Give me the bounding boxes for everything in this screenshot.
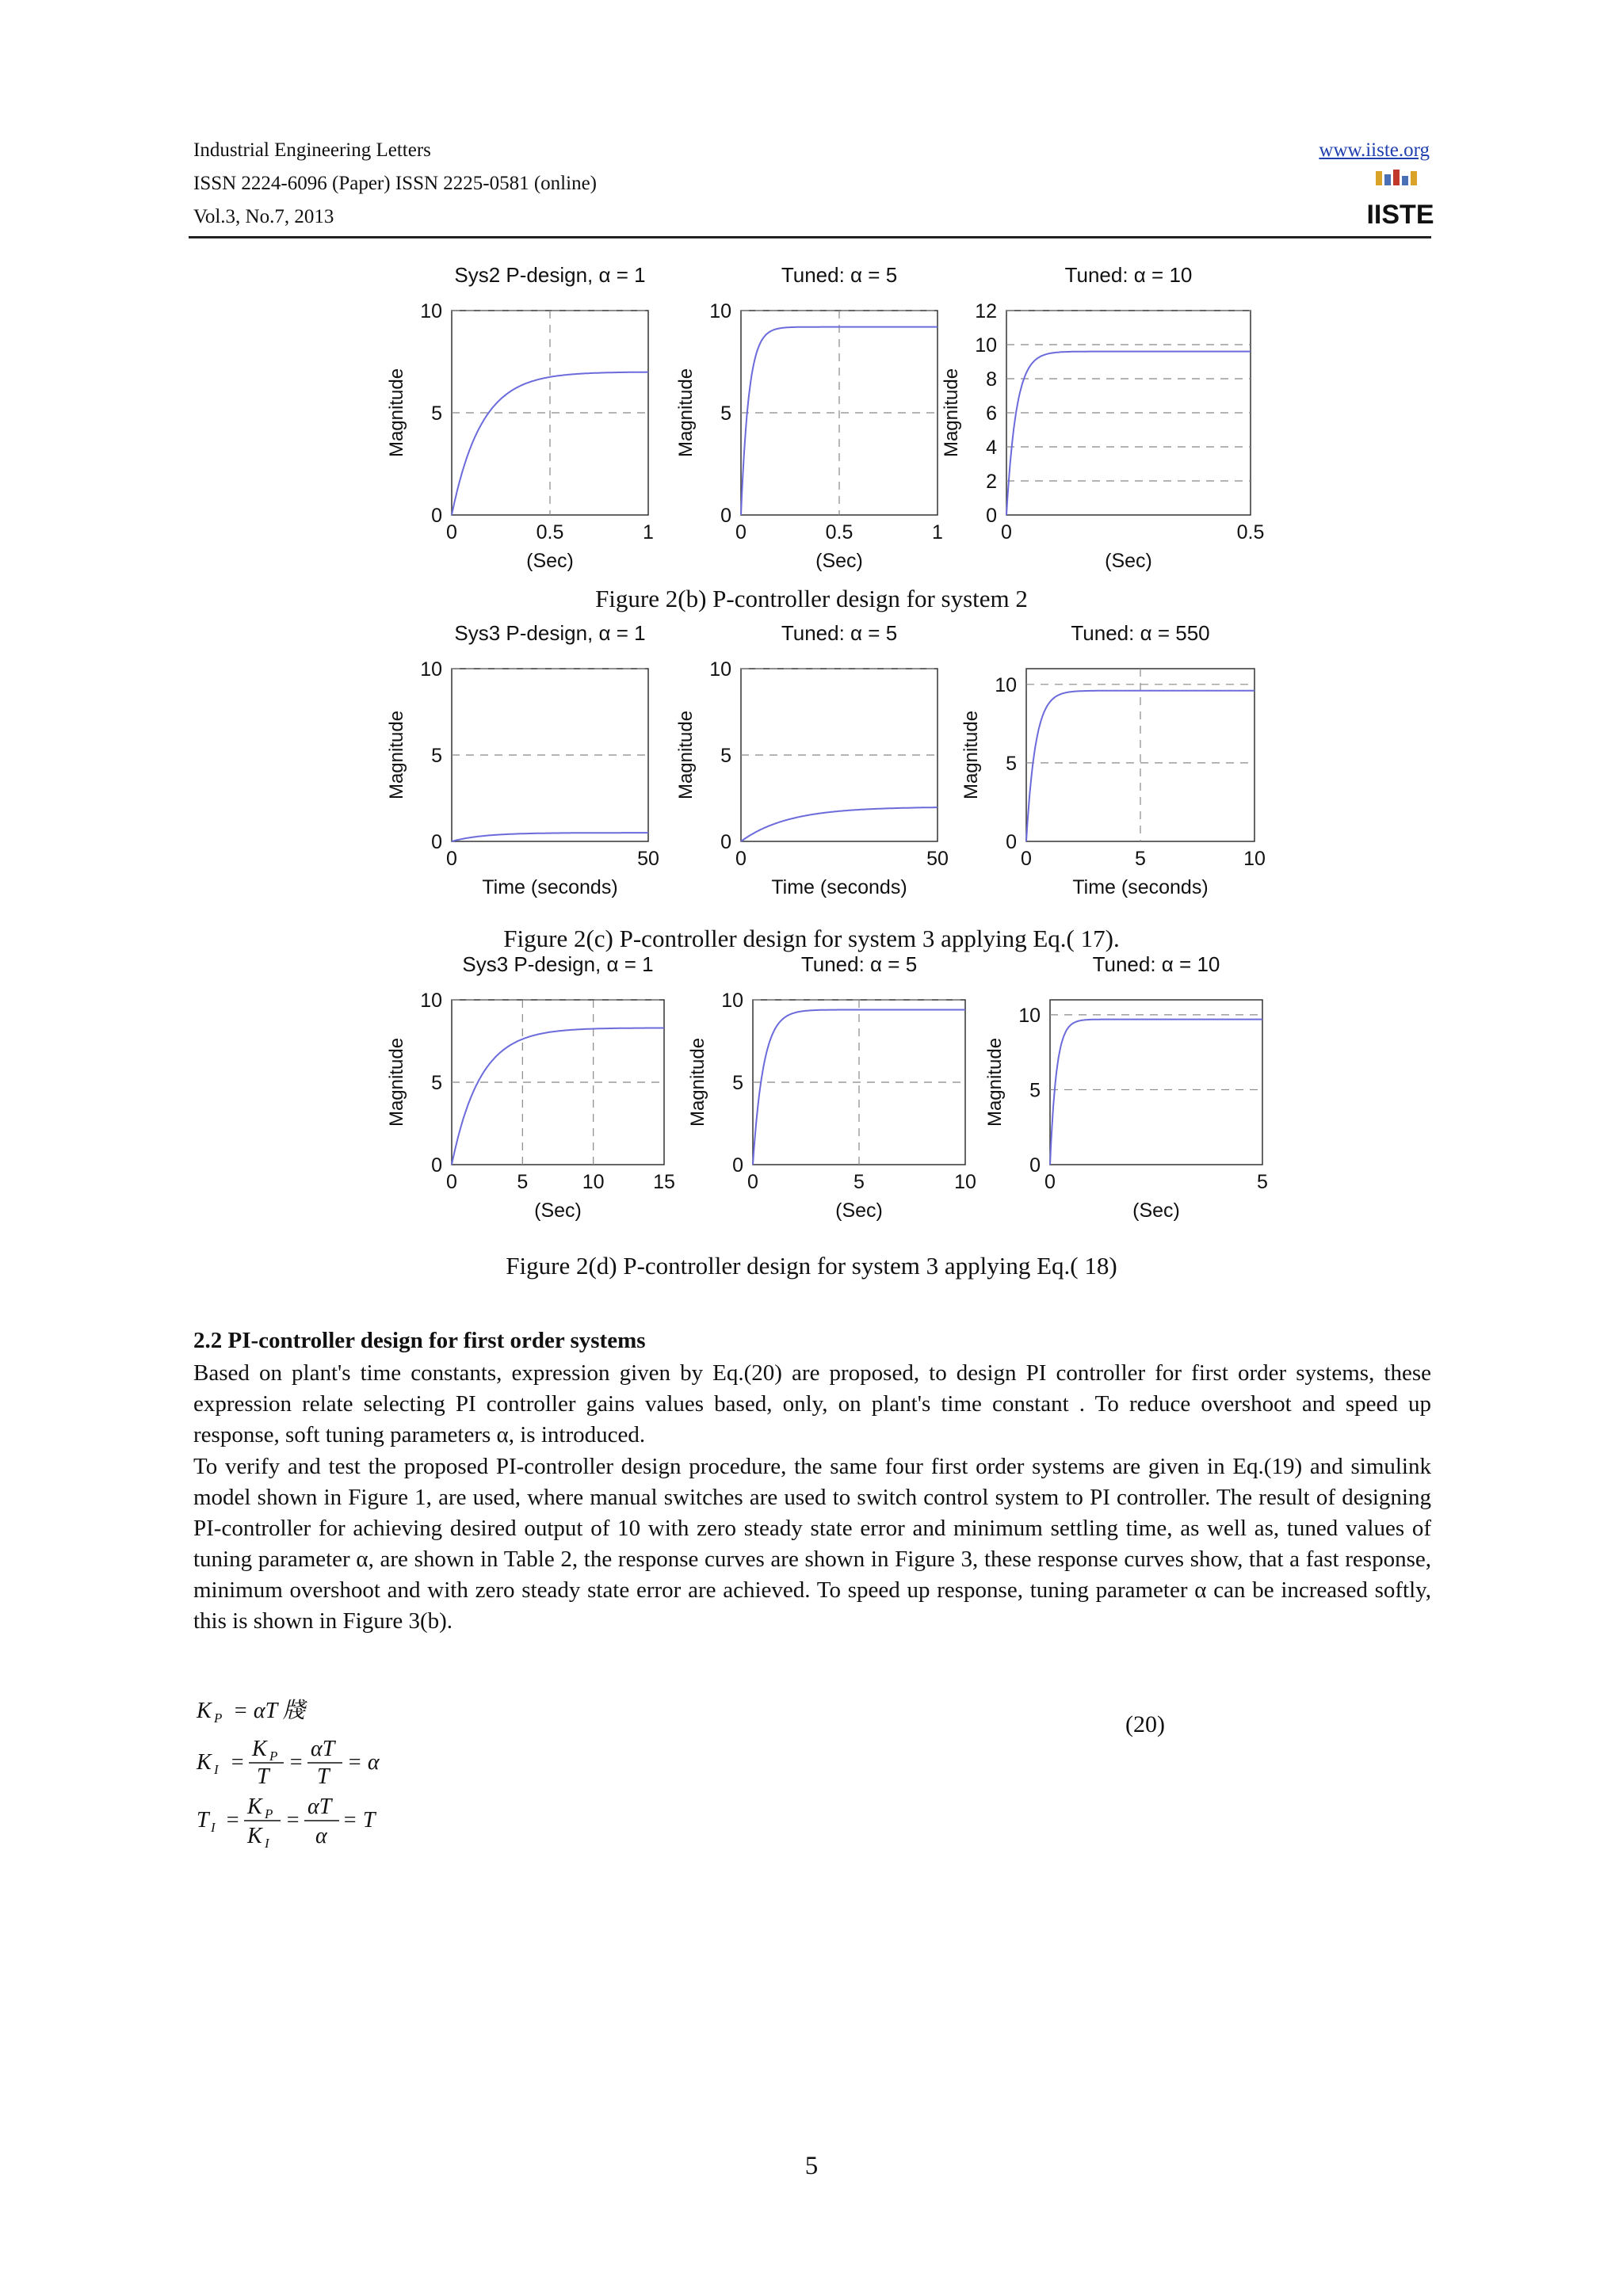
figure-2c-caption: Figure 2(c) P-controller design for system 3 applying Eq.( 17). [503,925,1120,952]
y-tick-label: 0 [720,505,731,527]
y-tick-label: 5 [732,1072,743,1094]
y-tick-label: 10 [420,658,442,681]
kp-sub: P [214,1711,223,1726]
y-tick-label: 10 [995,673,1017,696]
x-tick-label: 0 [747,1171,758,1193]
ki-den1: T [257,1764,269,1789]
paragraph-2: To verify and test the proposed PI-controller design procedure, the same four first order systems are given in Eq.(19) and simulink model shown in Figure 1, are used, where manual switches are used to switch control system to PI controller. The result of designing PI-controller for achieving desired output of 10 with zero steady state error and minimum settling time, as well as, tuned values of tuning parameter α, are shown in Table 2, the response curves are shown in Figure 3, these response curves show, that a fast response, minimum overshoot and with zero steady state error are achieved. To speed up response, tuning parameter α can be increased softly, this is shown in Figure 3(b). [193,1454,1431,1634]
x-tick-label: 50 [926,848,949,870]
x-axis-label: (Sec) [1105,550,1152,572]
ti-eq2: = [285,1808,300,1833]
y-tick-label: 0 [1006,831,1017,853]
x-tick-label: 50 [637,848,659,870]
ti-num1: K [247,1794,262,1819]
chart-title: Sys3 P-design, α = 1 [462,952,654,976]
chart-2c-sys3-alpha1 [372,620,658,921]
chart-2b-tuned-alpha10 [927,261,1265,594]
x-tick-label: 5 [854,1171,865,1193]
y-tick-label: 10 [709,300,731,322]
step-response-line [452,833,648,841]
x-tick-label: 5 [1135,848,1146,870]
chart-2d-tuned-alpha10 [971,951,1272,1244]
x-axis-label: (Sec) [815,550,863,572]
x-tick-label: 0 [735,521,747,543]
ti-den1: K [247,1824,262,1848]
x-axis-label: (Sec) [526,550,574,572]
paragraph-1: Based on plant's time constants, expression given by Eq.(20) are proposed, to design PI controller for first order systems, these expression relate selecting PI controller gains values based, only, on plant's time constant . To reduce overshoot and speed up response, soft tuning parameters α, is introduced. [193,1360,1431,1447]
y-tick-label: 4 [986,437,997,459]
chart-2d-tuned-alpha5 [674,951,975,1244]
step-response-line [741,807,938,841]
x-tick-label: 10 [582,1171,605,1193]
header-rule [189,236,1431,238]
x-tick-label: 10 [954,1171,976,1193]
y-axis-label: Magnitude [675,710,697,800]
journal-name: Industrial Engineering Letters [193,139,431,161]
plot-frame [1050,1000,1262,1165]
y-tick-label: 10 [1018,1004,1041,1027]
y-tick-label: 0 [986,505,997,527]
x-tick-label: 15 [653,1171,675,1193]
y-tick-label: 0 [732,1154,743,1177]
y-tick-label: 5 [431,745,442,767]
logo-text: IISTE [1366,200,1434,230]
x-tick-label: 0 [446,521,457,543]
ki-num2: αT [311,1737,335,1761]
volume-line: Vol.3, No.7, 2013 [193,206,334,227]
y-tick-label: 10 [975,334,997,357]
x-tick-label: 0 [446,848,457,870]
ki-eq3: = α [347,1750,380,1775]
y-tick-label: 12 [975,300,997,322]
y-tick-label: 0 [431,505,442,527]
x-tick-label: 5 [1257,1171,1268,1193]
x-tick-label: 0.5 [536,521,564,543]
y-tick-label: 6 [986,402,997,425]
ti-eq3: = T [342,1808,376,1833]
ki-lhs: K [197,1750,212,1775]
kp-lhs: K [197,1699,212,1723]
x-tick-label: 0 [1044,1171,1056,1193]
y-axis-label: Magnitude [386,368,407,458]
ti-den1-sub: I [265,1836,269,1851]
ki-eq1: = [230,1750,245,1775]
x-tick-label: 0 [1001,521,1012,543]
y-tick-label: 0 [431,1154,442,1177]
x-tick-label: 5 [517,1171,529,1193]
ti-num1-sub: P [265,1806,273,1821]
x-tick-label: 0.5 [825,521,854,543]
y-tick-label: 10 [709,658,731,681]
y-tick-label: 10 [420,990,442,1012]
kp-rhs: = αT 牋 [233,1699,305,1723]
chart-title: Tuned: α = 550 [1071,621,1210,645]
step-response-line [1050,1020,1262,1165]
x-tick-label: 1 [932,521,943,543]
figure-2d-caption: Figure 2(d) P-controller design for system 3 applying Eq.( 18) [506,1252,1117,1280]
equation-20 [190,1694,444,1884]
x-tick-label: 1 [643,521,654,543]
x-tick-label: 0 [446,1171,457,1193]
y-tick-label: 0 [720,831,731,853]
y-tick-label: 5 [1006,752,1017,775]
x-tick-label: 0.5 [1236,521,1265,543]
ki-sub: I [214,1762,219,1777]
y-axis-label: Magnitude [984,1037,1006,1127]
x-axis-label: (Sec) [1132,1199,1180,1222]
issn-line: ISSN 2224-6096 (Paper) ISSN 2225-0581 (online) [193,173,597,194]
iiste-logo [1366,168,1434,230]
chart-2c-tuned-alpha5 [662,620,947,921]
y-tick-label: 10 [420,300,442,322]
page-number: 5 [804,2152,819,2180]
figure-2b-caption: Figure 2(b) P-controller design for system 2 [595,585,1028,612]
chart-2b-sys2-alpha1 [372,261,658,594]
ki-num1: K [252,1737,267,1761]
step-response-line [452,1028,664,1165]
ti-sub: I [211,1820,216,1835]
ki-den2: T [317,1764,330,1789]
chart-title: Sys2 P-design, α = 1 [454,263,646,287]
ki-eq2: = [288,1750,304,1775]
journal-url-link[interactable]: www.iiste.org [1319,139,1430,161]
chart-title: Tuned: α = 5 [781,621,898,645]
ti-den2: α [315,1824,327,1848]
x-tick-label: 0 [735,848,747,870]
x-axis-label: Time (seconds) [1072,876,1209,898]
ki-num1-sub: P [269,1749,278,1764]
ti-lhs: T [197,1808,209,1833]
x-axis-label: Time (seconds) [771,876,907,898]
chart-title: Tuned: α = 10 [1064,263,1193,287]
y-tick-label: 5 [431,1072,442,1094]
y-axis-label: Magnitude [687,1037,708,1127]
y-tick-label: 5 [1029,1079,1041,1102]
section-heading: 2.2 PI-controller design for first order systems [193,1328,646,1353]
chart-2c-tuned-alpha550 [947,620,1264,921]
chart-title: Tuned: α = 10 [1092,952,1220,976]
y-axis-label: Magnitude [941,368,962,458]
y-axis-label: Magnitude [675,368,697,458]
step-response-line [1006,352,1251,515]
x-tick-label: 0 [1021,848,1032,870]
equation-number: (20) [1125,1711,1165,1737]
y-axis-label: Magnitude [386,710,407,800]
y-tick-label: 5 [720,745,731,767]
y-tick-label: 8 [986,368,997,391]
y-axis-label: Magnitude [960,710,982,800]
x-tick-label: 10 [1243,848,1266,870]
ti-eq1: = [225,1808,240,1833]
chart-2b-tuned-alpha5 [662,261,947,594]
y-tick-label: 0 [1029,1154,1041,1177]
y-tick-label: 2 [986,471,997,493]
ti-num2: αT [307,1794,332,1819]
y-tick-label: 5 [431,402,442,425]
chart-title: Tuned: α = 5 [781,263,898,287]
chart-2d-sys3-alpha1 [372,951,674,1244]
y-tick-label: 0 [431,831,442,853]
x-axis-label: (Sec) [835,1199,883,1222]
y-axis-label: Magnitude [386,1037,407,1127]
x-axis-label: Time (seconds) [482,876,618,898]
x-axis-label: (Sec) [534,1199,582,1222]
chart-title: Sys3 P-design, α = 1 [454,621,646,645]
y-tick-label: 5 [720,402,731,425]
chart-title: Tuned: α = 5 [800,952,918,976]
y-tick-label: 10 [721,990,743,1012]
